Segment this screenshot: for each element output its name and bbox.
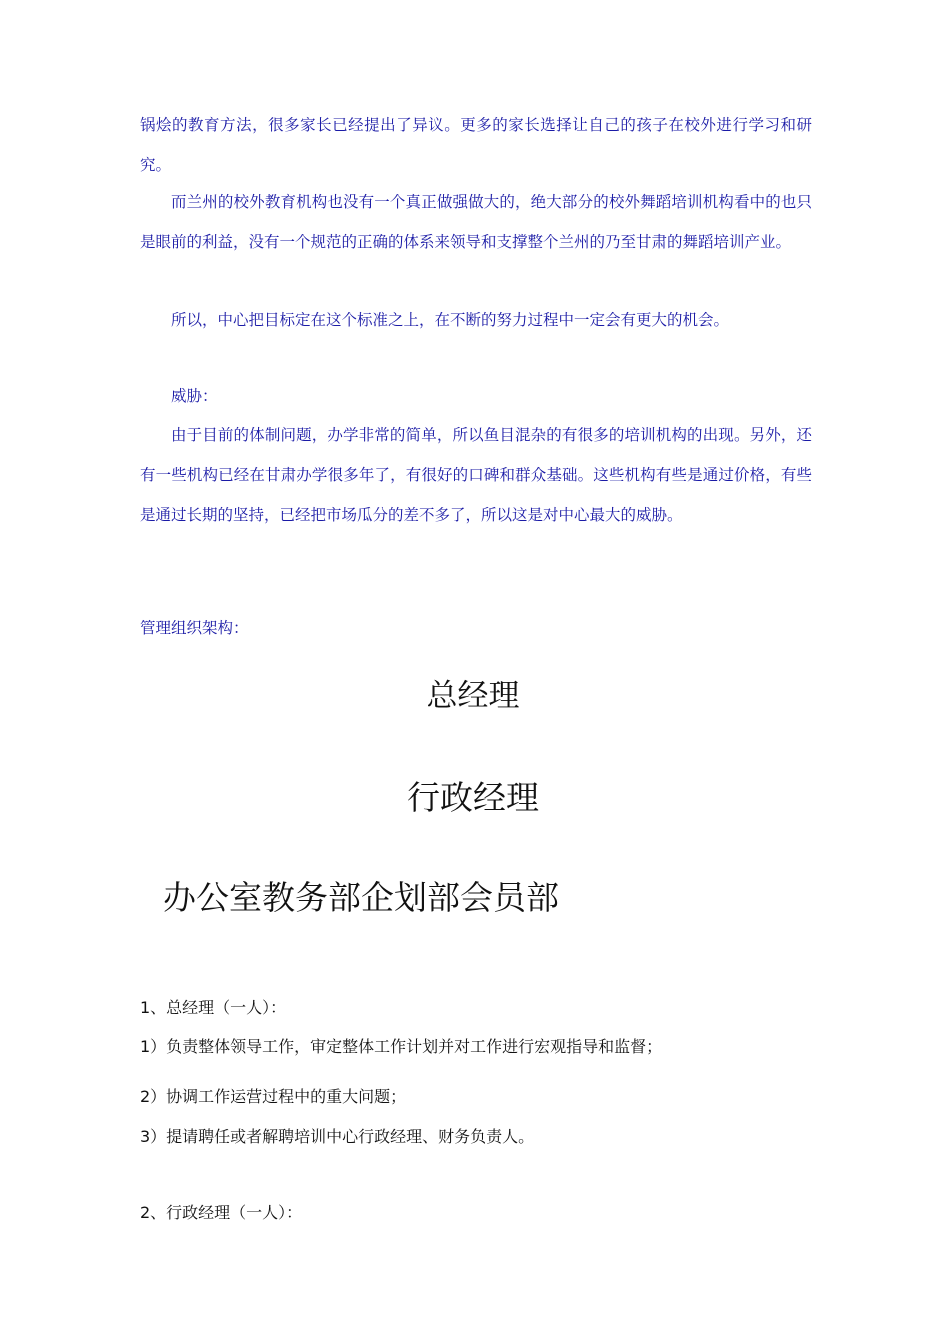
- gm-duty-item-3: 3）提请聘任或者解聘培训中心行政经理、财务负责人。: [140, 1127, 535, 1146]
- org-chart-admin-manager: 行政经理: [407, 778, 539, 817]
- paragraph-education-methods: 锅烩的教育方法，很多家长已经提出了异议。更多的家长选择让自己的孩子在校外进行学习和研究。: [140, 116, 812, 174]
- paragraph-center-goal: 所以，中心把目标定在这个标准之上，在不断的努力过程中一定会有更大的机会。: [171, 311, 730, 329]
- org-structure-heading: 管理组织架构：: [140, 619, 249, 637]
- paragraph-lanzhou-institutions: 而兰州的校外教育机构也没有一个真正做强做大的，绝大部分的校外舞蹈培训机构看中的也只是眼前的利益，没有一个规范的正确的体系来领导和支撑整个兰州的乃至甘肃的舞蹈培训产业。: [140, 193, 812, 251]
- threat-heading: 威胁：: [171, 387, 218, 405]
- org-chart-general-manager: 总经理: [426, 678, 520, 714]
- gm-duty-item-2: 2）协调工作运营过程中的重大问题；: [140, 1087, 407, 1106]
- org-chart-departments: 办公室教务部企划部会员部: [163, 878, 559, 917]
- paragraph-threats: 由于目前的体制问题，办学非常的简单，所以鱼目混杂的有很多的培训机构的出现。另外，还有一些机构已经在甘肃办学很多年了，有很好的口碑和群众基础。这些机构有些是通过价格，有些是通过长期的坚持，已经把市场瓜分的差不多了，所以这是对中心最大的威胁。: [140, 426, 812, 524]
- gm-duties-heading: 1、总经理（一人）：: [140, 998, 287, 1017]
- gm-duty-item-1: 1）负责整体领导工作，审定整体工作计划并对工作进行宏观指导和监督；: [140, 1037, 663, 1056]
- admin-manager-duties-heading: 2、行政经理（一人）：: [140, 1203, 303, 1222]
